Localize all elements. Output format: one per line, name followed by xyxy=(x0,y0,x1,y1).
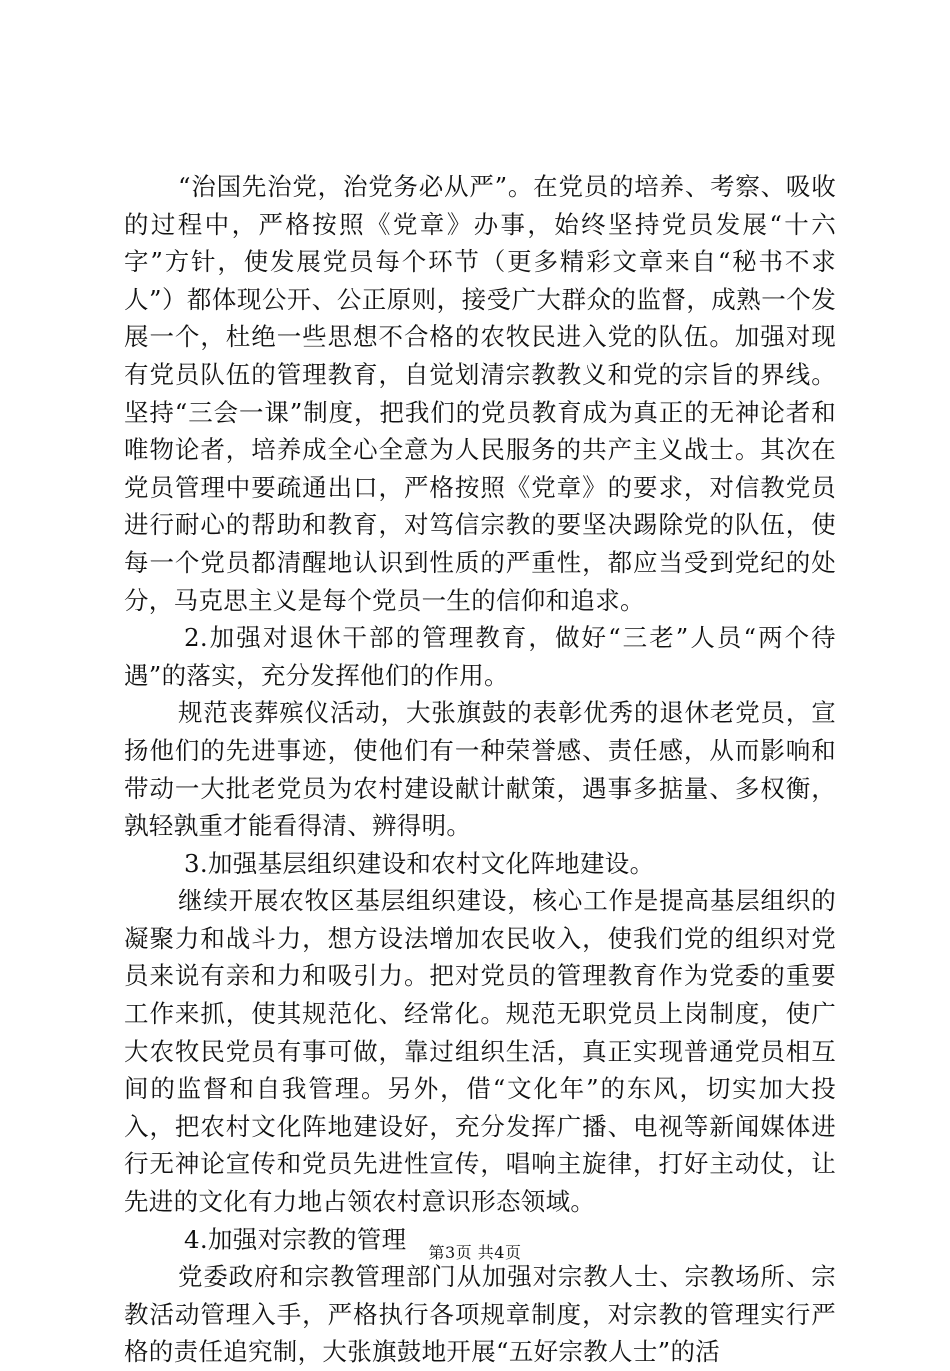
paragraph-religion-management: 党委政府和宗教管理部门从加强对宗教人士、宗教场所、宗教活动管理入手，严格执行各项规章制度，对宗教的管理实行严格的责任追究制，大张旗鼓地开展“五好宗教人士”的活 xyxy=(124,1262,836,1367)
page-number-footer: 第3页 共4页 xyxy=(428,1243,522,1262)
paragraph-grassroots-work: 继续开展农牧区基层组织建设，核心工作是提高基层组织的凝聚力和战斗力，想方设法增加农民收入，使我们党的组织对党员来说有亲和力和吸引力。把对党员的管理教育作为党委的重要工作来抓，使其规范化、经常化。规范无职党员上岗制度，使广大农牧民党员有事可做，靠过组织生活，真正实现普通党员相互间的监督和自我管理。另外，借“文化年”的东风，切实加大投入，把农村文化阵地建设好，充分发挥广播、电视等新闻媒体进行无神论宣传和党员先进性宣传，唱响主旋律，打好主动仗，让先进的文化有力地占领农村意识形态领域。 xyxy=(124,886,836,1217)
paragraph-funeral-rites: 规范丧葬殡仪活动，大张旗鼓的表彰优秀的退休老党员，宣扬他们的先进事迹，使他们有一种荣誉感、责任感，从而影响和带动一大批老党员为农村建设献计献策，遇事多掂量、多权衡，孰轻孰重才能看得清、辨得明。 xyxy=(124,698,836,841)
document-body xyxy=(124,168,836,1371)
heading-religion-management: 4.加强对宗教的管理 xyxy=(184,1224,407,1254)
paragraph-party-discipline: “治国先治党，治党务必从严”。在党员的培养、考察、吸收的过程中，严格按照《党章》办事，始终坚持党员发展“十六字”方针，使发展党员每个环节（更多精彩文章来自“秘书不求人”）都体现公开、公正原则，接受广大群众的监督，成熟一个发展一个，杜绝一些思想不合格的农牧民进入党的队伍。加强对现有党员队伍的管理教育，自觉划清宗教教义和党的宗旨的界线。坚持“三会一课”制度，把我们的党员教育成为真正的无神论者和唯物论者，培养成全心全意为人民服务的共产主义战士。其次在党员管理中要疏通出口，严格按照《党章》的要求，对信教党员进行耐心的帮助和教育，对笃信宗教的要坚决踢除党的队伍，使每一个党员都清醒地认识到性质的严重性，都应当受到党纪的处分，马克思主义是每个党员一生的信仰和追求。 xyxy=(124,172,836,615)
heading-retired-cadres: 2.加强对退休干部的管理教育，做好“三老”人员“两个待遇”的落实，充分发挥他们的作用。 xyxy=(124,623,836,690)
heading-grassroots-organization: 3.加强基层组织建设和农村文化阵地建设。 xyxy=(184,848,655,878)
